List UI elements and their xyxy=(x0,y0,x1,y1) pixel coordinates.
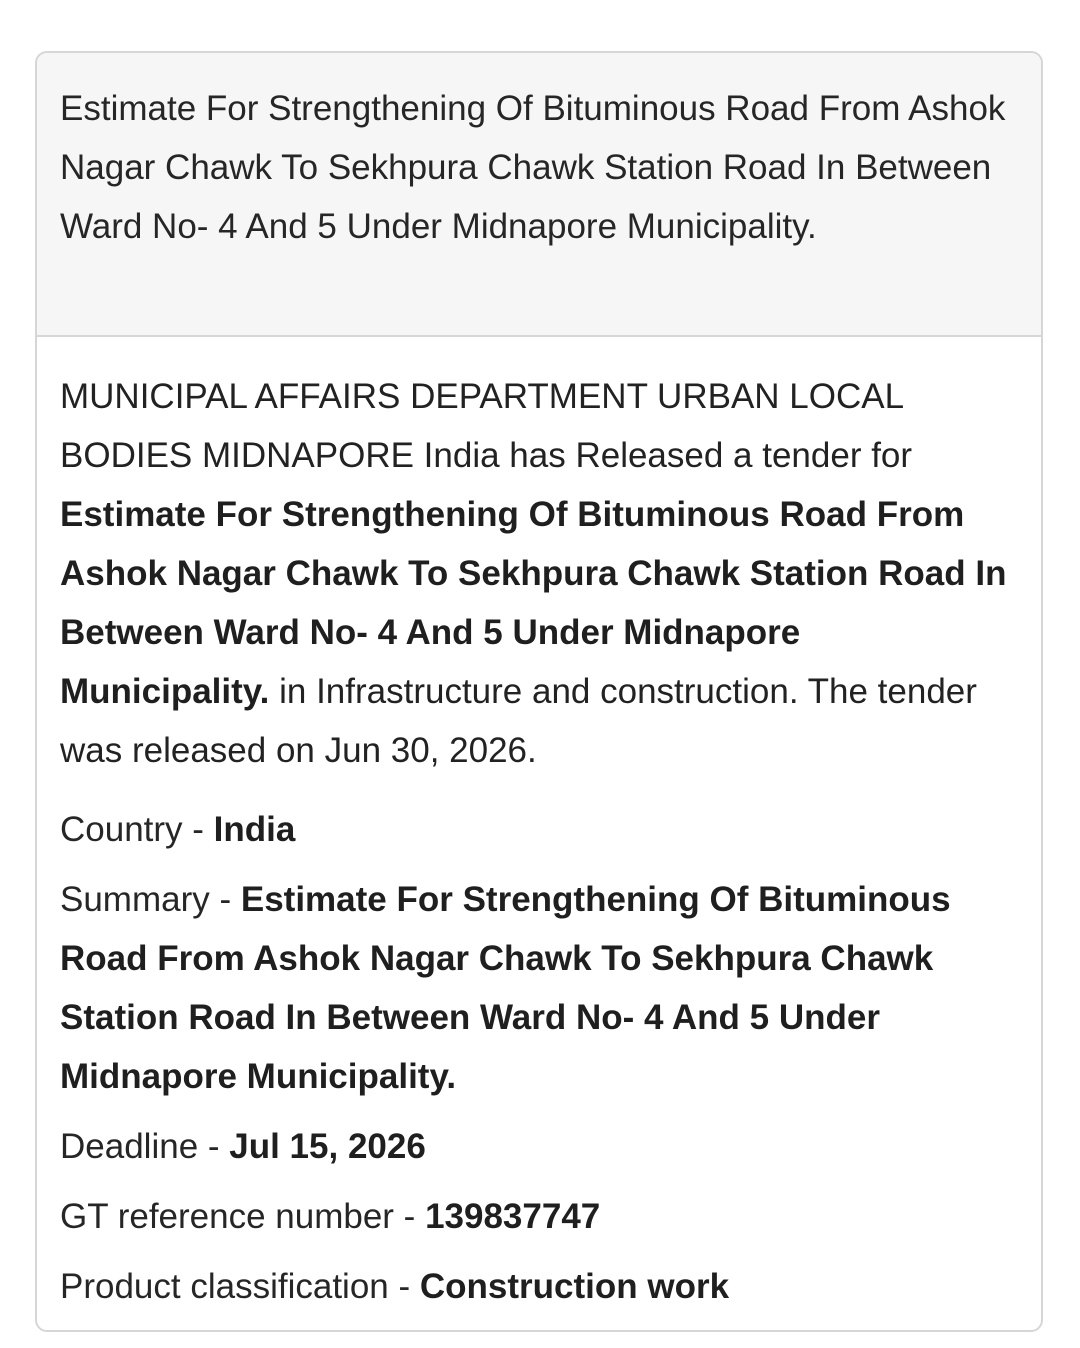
tender-description xyxy=(60,367,1017,780)
deadline-row xyxy=(60,1117,1017,1176)
summary-row xyxy=(60,870,1017,1106)
country-row xyxy=(60,800,1017,859)
gt-reference-row xyxy=(60,1187,1017,1246)
summary-label: Summary - xyxy=(60,880,241,919)
tender-title[interactable]: Estimate For Strengthening Of Bituminous Road From Ashok Nagar Chawk To Sekhpura Chawk Station Road In Between Ward No- 4 And 5 Under Midnapore Municipality. xyxy=(60,89,1006,246)
tender-card xyxy=(35,51,1043,1332)
deadline-value: Jul 15, 2026 xyxy=(229,1127,426,1166)
product-classification-row xyxy=(60,1257,1017,1316)
product-classification-label: Product classification - xyxy=(60,1267,420,1306)
gt-reference-value: 139837747 xyxy=(425,1197,601,1236)
description-sector: in Infrastructure and construction. The tender was released on Jun 30, 2026. xyxy=(60,672,977,770)
summary-value: Estimate For Strengthening Of Bituminous Road From Ashok Nagar Chawk To Sekhpura Chawk Station Road In Between Ward No- 4 And 5 Under Midnapore Municipality. xyxy=(60,880,951,1096)
card-body xyxy=(37,337,1041,1316)
description-tender-name: Estimate For Strengthening Of Bituminous Road From Ashok Nagar Chawk To Sekhpura Chawk Station Road In Between Ward No- 4 And 5 Under Midnapore Municipality. xyxy=(60,495,1007,711)
country-value: India xyxy=(213,810,296,849)
product-classification-value: Construction work xyxy=(419,1267,730,1306)
card-header xyxy=(37,53,1041,337)
deadline-label: Deadline - xyxy=(60,1127,230,1166)
country-label: Country - xyxy=(60,810,214,849)
gt-reference-label: GT reference number - xyxy=(60,1197,426,1236)
description-intro: MUNICIPAL AFFAIRS DEPARTMENT URBAN LOCAL BODIES MIDNAPORE India has Released a tender for xyxy=(60,377,913,475)
